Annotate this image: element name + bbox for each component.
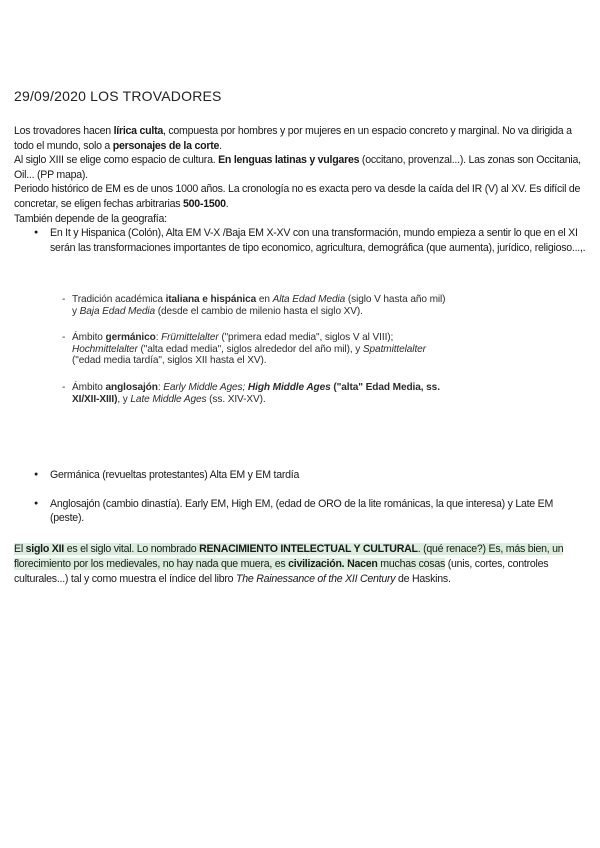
- text-span: ("edad media tardía", siglos XII hasta el XV).: [72, 355, 267, 367]
- list-item: ● Anglosajón (cambio dinastía). Early EM, High EM, (edad de ORO de la lite románicas, la que interesa) y Late EM (peste).: [14, 497, 586, 526]
- text-span: Ámbito: [72, 381, 106, 393]
- text-span: (ss. XIV-XV).: [206, 393, 266, 405]
- scanned-inset: [62, 294, 448, 420]
- bold-span: anglosajón: [105, 381, 158, 393]
- text-span: (siglo V hasta año mil) y: [72, 294, 446, 317]
- list-item: ● Germánica (revueltas protestantes) Alta EM y EM tardía: [14, 468, 586, 483]
- text-span: (unis, cortes, controles culturales...) tal y como muestra el índice del libro: [14, 558, 549, 586]
- bold-span: germánico: [105, 332, 156, 344]
- page-title: 29/09/2020 LOS TROVADORES: [14, 88, 222, 104]
- text-span: Tradición académica: [72, 294, 166, 305]
- text-span: .: [219, 139, 222, 152]
- inset-item-italian: [62, 294, 448, 317]
- text-span: .: [225, 197, 229, 210]
- text-span: (occitano, provenzal...). Las zonas son Occitania, Oil... (PP mapa).: [14, 154, 581, 181]
- intro-block: [14, 124, 586, 255]
- intro-line-4: También depende de la geografía:: [14, 212, 167, 225]
- closing-paragraph: [14, 542, 588, 588]
- inset-item-germanic: [62, 332, 448, 367]
- text-span: ("primera edad media", siglos V al VIII);: [218, 332, 394, 344]
- italic-span: The Rainessance of the XII Century: [236, 573, 396, 586]
- bold-span: 500-1500: [183, 197, 226, 210]
- text-span: Los trovadores hacen: [14, 125, 114, 137]
- bullet-block-2: [14, 468, 586, 540]
- intro-line-3: [14, 182, 586, 211]
- text-span: , y: [117, 393, 131, 405]
- intro-line-2: [14, 153, 586, 182]
- text-span: . (qué renace?) Es, más bien, un florecimiento por los medievales, no hay nada que muera, es: [14, 543, 564, 571]
- text-span: , compuesta por hombres y por mujeres en un espacio concreto y marginal. No va dirigida a todo el mundo, solo a: [14, 125, 572, 152]
- italic-span: Frümittelalter: [161, 332, 219, 344]
- bold-span: personajes de la corte: [112, 139, 220, 152]
- text-span: Ámbito: [72, 332, 106, 344]
- italic-span: Hochmittelalter: [72, 343, 138, 355]
- bold-italic-span: High Middle Ages: [247, 381, 331, 393]
- bold-span: siglo XII: [25, 543, 64, 555]
- text-span: en: [256, 294, 273, 305]
- italic-span: Spatmittelalter: [362, 343, 426, 355]
- bold-span: civilización.: [288, 558, 345, 571]
- bold-span: lírica culta: [113, 125, 163, 137]
- bold-span: Nacen: [347, 558, 378, 571]
- italic-span: Alta Edad Media: [272, 294, 346, 305]
- italic-span: Late Middle Ages: [130, 393, 207, 405]
- text-span: El: [14, 543, 26, 555]
- text-span: muchas cosas: [377, 558, 446, 571]
- text-span: :: [157, 381, 164, 393]
- text-span: (desde el cambio de milenio hasta el siglo XV).: [155, 305, 363, 317]
- text-span: :: [155, 332, 162, 344]
- bullet-list-2: [14, 468, 586, 526]
- bold-span: italiana e hispánica: [165, 294, 257, 305]
- text-span: Periodo histórico de EM es de unos 1000 años. La cronología no es exacta pero va desde la caída del IR (V) al XV. Es difícil de concretar, se eligen fechas arbitrarias: [14, 183, 581, 210]
- bold-span: En lenguas latinas y vulgares: [218, 154, 360, 167]
- italic-span: Early Middle Ages;: [163, 381, 248, 393]
- bullet-list-1: [14, 226, 586, 255]
- list-item: ● En It y Hispanica (Colón), Alta EM V-X /Baja EM X-XV con una transformación, mundo empieza a sentir lo que en el XI serán las transformaciones importantes de tipo economico, agricultura, demográfica (que aumenta), jurídico, religioso...,.: [14, 226, 586, 255]
- italic-span: Baja Edad Media: [79, 305, 156, 317]
- inset-item-anglosaxon: [62, 382, 448, 405]
- text-span: Al siglo XIII se elige como espacio de cultura.: [14, 154, 219, 167]
- intro-line-1: [14, 124, 586, 153]
- text-span: es el siglo vital. Lo nombrado: [64, 543, 200, 555]
- bold-span: RENACIMIENTO INTELECTUAL Y CULTURAL: [199, 543, 418, 555]
- text-span: de Haskins.: [395, 573, 451, 586]
- text-span: ("alta edad media", siglos alrededor del año mil), y: [137, 343, 363, 355]
- bold-span: ("alta" Edad Media, ss. XI/XII-XIII): [72, 381, 440, 405]
